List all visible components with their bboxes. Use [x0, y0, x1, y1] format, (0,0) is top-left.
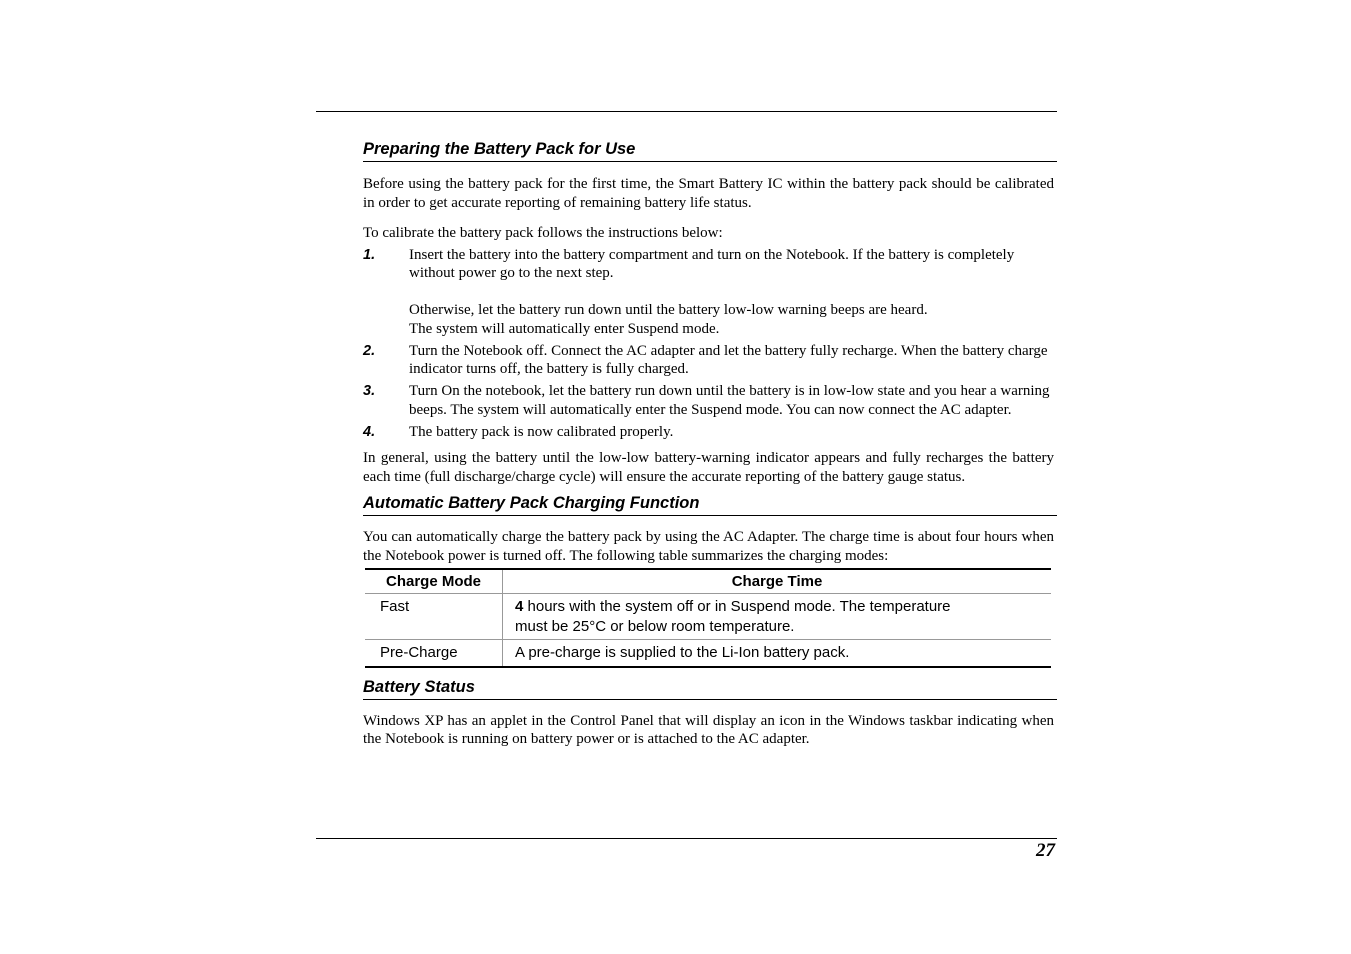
calibration-step — [363, 382, 1054, 419]
charge-hours-value: 4 — [515, 598, 524, 615]
table-row — [365, 594, 1051, 640]
step-number: 3. — [363, 383, 376, 399]
step-extra-text: The system will automatically enter Suspend mode. — [409, 320, 720, 337]
status-text: Windows XP has an applet in the Control Panel that will display an icon in the Windows taskbar indicating when the Notebook is running on battery power or is attached to the AC adapter. — [363, 712, 1054, 747]
column-header-charge-mode: Charge Mode — [365, 569, 503, 594]
charge-mode-table — [365, 568, 1051, 668]
charging-intro: You can automatically charge the battery pack by using the AC Adapter. The charge time is about four hours when the Notebook power is turned off. The following table summarizes the charging modes: — [363, 529, 1054, 564]
step-extra-text: Otherwise, let the battery run down until the battery low-low warning beeps are heard. — [409, 302, 928, 318]
calibration-step — [363, 342, 1054, 379]
calibration-step — [363, 246, 1054, 339]
top-rule — [316, 111, 1057, 112]
step-text: Turn the Notebook off. Connect the AC adapter and let the battery fully recharge. When the battery charge indicator turns off, the battery is fully charged. — [409, 342, 1048, 377]
preparing-closing: In general, using the battery until the low-low battery-warning indicator appears and fully recharges the battery each time (full discharge/charge cycle) will ensure the accurate reporting of the battery gauge status. — [363, 450, 1054, 485]
charge-mode-cell: Pre-Charge — [365, 640, 503, 667]
table-header-row — [365, 569, 1051, 594]
calibration-steps — [363, 246, 1054, 442]
bottom-rule — [316, 838, 1057, 839]
step-text: The battery pack is now calibrated properly. — [409, 423, 674, 440]
step-text: Turn On the notebook, let the battery run down until the battery is in low-low state and you hear a warning beeps. The system will automatically enter the Suspend mode. You can now connect the AC adapter. — [409, 383, 1050, 418]
page-content — [363, 138, 1054, 749]
section-heading-charging: Automatic Battery Pack Charging Function — [363, 492, 1057, 516]
step-number: 1. — [363, 246, 376, 263]
section-heading-preparing: Preparing the Battery Pack for Use — [363, 138, 1057, 162]
charge-time-cell — [503, 594, 1052, 640]
step-number: 4. — [363, 423, 376, 440]
calibration-step — [363, 423, 1054, 442]
charge-time-cell: A pre-charge is supplied to the Li-Ion battery pack. — [503, 640, 1052, 667]
preparing-intro: Before using the battery pack for the first time, the Smart Battery IC within the battery pack should be calibrated in order to get accurate reporting of remaining battery life status. — [363, 176, 1054, 211]
charge-mode-cell: Fast — [365, 594, 503, 640]
section-heading-status: Battery Status — [363, 676, 1057, 700]
charge-time-text: must be 25°C or below room temperature. — [515, 617, 795, 635]
preparing-lead: To calibrate the battery pack follows the instructions below: — [363, 224, 723, 241]
page-number: 27 — [1036, 840, 1055, 861]
column-header-charge-time: Charge Time — [503, 569, 1052, 594]
step-number: 2. — [363, 342, 376, 359]
charge-time-text: hours with the system off or in Suspend mode. The temperature — [523, 598, 951, 615]
step-text: Insert the battery into the battery compartment and turn on the Notebook. If the battery is completely without power go to the next step. — [409, 246, 1015, 281]
table-row — [365, 640, 1051, 667]
